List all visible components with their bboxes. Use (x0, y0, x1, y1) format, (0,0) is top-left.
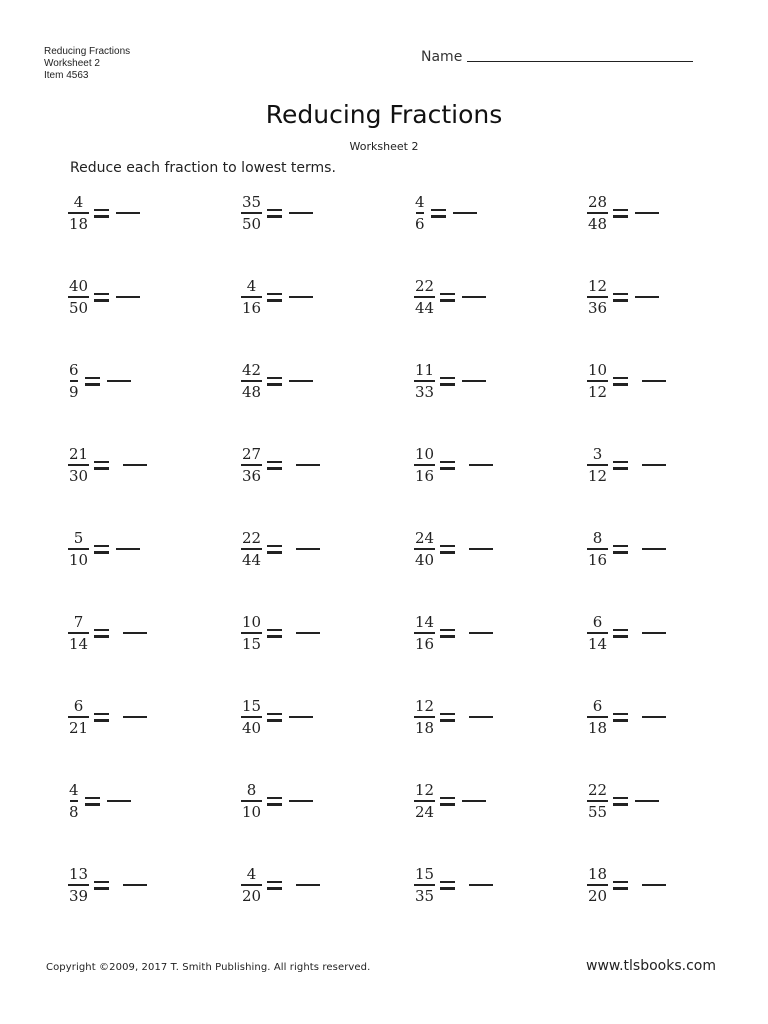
fraction (241, 865, 262, 905)
equals-sign (440, 545, 455, 554)
equals-sign (613, 881, 628, 890)
denominator: 15 (242, 635, 262, 653)
answer-blank (107, 380, 131, 382)
problem (414, 609, 587, 657)
problem-grid (68, 189, 708, 945)
denominator: 20 (588, 887, 608, 905)
denominator: 21 (69, 719, 89, 737)
equals-sign (94, 293, 109, 302)
fraction (587, 193, 608, 233)
problem (414, 777, 587, 825)
answer-blank (296, 548, 320, 550)
numerator: 10 (415, 445, 435, 463)
equals-sign (94, 881, 109, 890)
fraction (414, 529, 435, 569)
problem (414, 441, 587, 489)
equals-sign (440, 629, 455, 638)
equals-sign (440, 797, 455, 806)
denominator: 36 (588, 299, 608, 317)
fraction (68, 529, 89, 569)
fraction (587, 529, 608, 569)
fraction (241, 613, 262, 653)
problem (68, 693, 241, 741)
fraction (587, 781, 608, 821)
answer-blank (116, 212, 140, 214)
problem (68, 441, 241, 489)
numerator: 28 (588, 193, 608, 211)
denominator: 35 (415, 887, 435, 905)
fraction (241, 529, 262, 569)
answer-blank (635, 800, 659, 802)
fraction (414, 361, 435, 401)
meta-item-number: Item 4563 (44, 70, 89, 81)
numerator: 35 (242, 193, 262, 211)
answer-blank (107, 800, 131, 802)
denominator: 18 (415, 719, 435, 737)
equals-sign (440, 377, 455, 386)
denominator: 12 (588, 383, 608, 401)
answer-blank (469, 464, 493, 466)
page-subtitle: Worksheet 2 (349, 140, 419, 153)
denominator: 55 (588, 803, 608, 821)
page-title-text: Reducing Fractions (265, 100, 503, 129)
equals-sign (94, 629, 109, 638)
problem (587, 189, 760, 237)
problem (68, 273, 241, 321)
numerator: 14 (415, 613, 435, 631)
answer-blank (289, 380, 313, 382)
problem (587, 609, 760, 657)
numerator: 8 (592, 529, 603, 547)
numerator: 7 (73, 613, 84, 631)
denominator: 48 (242, 383, 262, 401)
numerator: 4 (246, 865, 257, 883)
problem (241, 693, 414, 741)
numerator: 22 (415, 277, 435, 295)
answer-blank (642, 380, 666, 382)
numerator: 4 (69, 781, 79, 799)
fraction (241, 697, 262, 737)
fraction (241, 193, 262, 233)
denominator: 10 (242, 803, 262, 821)
numerator: 12 (415, 697, 435, 715)
answer-blank (116, 296, 140, 298)
fraction (587, 865, 608, 905)
answer-blank (296, 632, 320, 634)
answer-blank (296, 884, 320, 886)
problem (414, 693, 587, 741)
problem (241, 609, 414, 657)
numerator: 6 (73, 697, 84, 715)
numerator: 4 (246, 277, 257, 295)
meta-title: Reducing Fractions (44, 46, 131, 57)
problem (68, 861, 241, 909)
equals-sign (613, 293, 628, 302)
answer-blank (635, 296, 659, 298)
equals-sign (613, 545, 628, 554)
equals-sign (613, 209, 628, 218)
fraction (587, 697, 608, 737)
denominator: 24 (415, 803, 435, 821)
numerator: 10 (588, 361, 608, 379)
fraction (68, 781, 80, 821)
denominator: 16 (415, 635, 435, 653)
answer-blank (642, 884, 666, 886)
numerator: 13 (69, 865, 89, 883)
answer-blank (469, 548, 493, 550)
answer-blank (642, 632, 666, 634)
answer-blank (462, 800, 486, 802)
equals-sign (267, 293, 282, 302)
worksheet-meta (44, 46, 130, 82)
equals-sign (94, 209, 109, 218)
problem (414, 273, 587, 321)
numerator: 6 (69, 361, 79, 379)
fraction (68, 865, 89, 905)
fraction (68, 277, 89, 317)
problem (241, 189, 414, 237)
denominator: 50 (69, 299, 89, 317)
fraction (414, 613, 435, 653)
equals-sign (85, 377, 100, 386)
equals-sign (94, 461, 109, 470)
fraction (68, 445, 89, 485)
meta-worksheet: Worksheet 2 (44, 58, 100, 69)
denominator: 6 (415, 215, 425, 233)
fraction (414, 865, 435, 905)
numerator: 6 (592, 613, 603, 631)
answer-blank (289, 800, 313, 802)
fraction (414, 445, 435, 485)
answer-blank (123, 632, 147, 634)
denominator: 9 (69, 383, 79, 401)
answer-blank (453, 212, 477, 214)
numerator: 22 (242, 529, 262, 547)
fraction (587, 361, 608, 401)
denominator: 18 (588, 719, 608, 737)
answer-blank (642, 548, 666, 550)
copyright-notice: Copyright ©2009, 2017 T. Smith Publishing. All rights reserved. (46, 962, 371, 973)
equals-sign (440, 293, 455, 302)
numerator: 15 (242, 697, 262, 715)
equals-sign (267, 461, 282, 470)
numerator: 10 (242, 613, 262, 631)
numerator: 15 (415, 865, 435, 883)
problem (241, 777, 414, 825)
problem (241, 357, 414, 405)
problem (587, 693, 760, 741)
numerator: 4 (415, 193, 425, 211)
denominator: 14 (69, 635, 89, 653)
denominator: 44 (242, 551, 262, 569)
problem (68, 609, 241, 657)
equals-sign (94, 713, 109, 722)
answer-blank (123, 884, 147, 886)
problem (414, 357, 587, 405)
denominator: 44 (415, 299, 435, 317)
fraction (414, 193, 426, 233)
numerator: 12 (588, 277, 608, 295)
problem (68, 525, 241, 573)
problem (587, 525, 760, 573)
fraction (587, 277, 608, 317)
answer-blank (462, 296, 486, 298)
name-field (421, 49, 693, 65)
answer-blank (289, 296, 313, 298)
numerator: 3 (592, 445, 603, 463)
numerator: 40 (69, 277, 89, 295)
denominator: 10 (69, 551, 89, 569)
numerator: 27 (242, 445, 262, 463)
answer-blank (469, 632, 493, 634)
numerator: 24 (415, 529, 435, 547)
fraction (68, 613, 89, 653)
numerator: 12 (415, 781, 435, 799)
problem (587, 777, 760, 825)
numerator: 11 (415, 361, 435, 379)
denominator: 20 (242, 887, 262, 905)
name-label: Name (421, 49, 463, 65)
equals-sign (613, 629, 628, 638)
equals-sign (85, 797, 100, 806)
problem (68, 357, 241, 405)
equals-sign (267, 209, 282, 218)
equals-sign (267, 797, 282, 806)
name-blank-line (467, 60, 693, 62)
website-url: www.tlsbooks.com (586, 958, 716, 974)
numerator: 4 (73, 193, 84, 211)
equals-sign (613, 461, 628, 470)
equals-sign (613, 797, 628, 806)
equals-sign (267, 377, 282, 386)
answer-blank (469, 884, 493, 886)
denominator: 16 (242, 299, 262, 317)
fraction (414, 781, 435, 821)
problem (587, 273, 760, 321)
denominator: 16 (415, 467, 435, 485)
numerator: 21 (69, 445, 89, 463)
numerator: 18 (588, 865, 608, 883)
problem (587, 357, 760, 405)
fraction (241, 781, 262, 821)
answer-blank (123, 464, 147, 466)
answer-blank (635, 212, 659, 214)
fraction (241, 361, 262, 401)
fraction (68, 361, 80, 401)
fraction (241, 445, 262, 485)
equals-sign (267, 545, 282, 554)
numerator: 42 (242, 361, 262, 379)
fraction (414, 277, 435, 317)
equals-sign (613, 377, 628, 386)
problem (68, 189, 241, 237)
denominator: 12 (588, 467, 608, 485)
problem (241, 273, 414, 321)
denominator: 36 (242, 467, 262, 485)
answer-blank (123, 716, 147, 718)
answer-blank (289, 212, 313, 214)
fraction (587, 613, 608, 653)
answer-blank (462, 380, 486, 382)
numerator: 8 (246, 781, 257, 799)
equals-sign (440, 713, 455, 722)
answer-blank (469, 716, 493, 718)
denominator: 18 (69, 215, 89, 233)
fraction (241, 277, 262, 317)
problem (587, 861, 760, 909)
problem (68, 777, 241, 825)
equals-sign (267, 881, 282, 890)
denominator: 40 (415, 551, 435, 569)
problem (241, 441, 414, 489)
problem (241, 861, 414, 909)
equals-sign (613, 713, 628, 722)
denominator: 48 (588, 215, 608, 233)
denominator: 40 (242, 719, 262, 737)
equals-sign (440, 881, 455, 890)
answer-blank (642, 716, 666, 718)
problem (414, 861, 587, 909)
problem (587, 441, 760, 489)
page-title (0, 100, 768, 129)
equals-sign (94, 545, 109, 554)
denominator: 39 (69, 887, 89, 905)
fraction (414, 697, 435, 737)
equals-sign (431, 209, 446, 218)
fraction (587, 445, 608, 485)
instructions: Reduce each fraction to lowest terms. (70, 160, 336, 176)
numerator: 6 (592, 697, 603, 715)
numerator: 22 (588, 781, 608, 799)
equals-sign (440, 461, 455, 470)
denominator: 33 (415, 383, 435, 401)
denominator: 30 (69, 467, 89, 485)
denominator: 16 (588, 551, 608, 569)
answer-blank (642, 464, 666, 466)
equals-sign (267, 629, 282, 638)
denominator: 14 (588, 635, 608, 653)
problem (241, 525, 414, 573)
equals-sign (267, 713, 282, 722)
fraction (68, 193, 89, 233)
denominator: 50 (242, 215, 262, 233)
fraction (68, 697, 89, 737)
numerator: 5 (73, 529, 84, 547)
answer-blank (296, 464, 320, 466)
answer-blank (289, 716, 313, 718)
denominator: 8 (69, 803, 79, 821)
answer-blank (116, 548, 140, 550)
problem (414, 525, 587, 573)
problem (414, 189, 587, 237)
